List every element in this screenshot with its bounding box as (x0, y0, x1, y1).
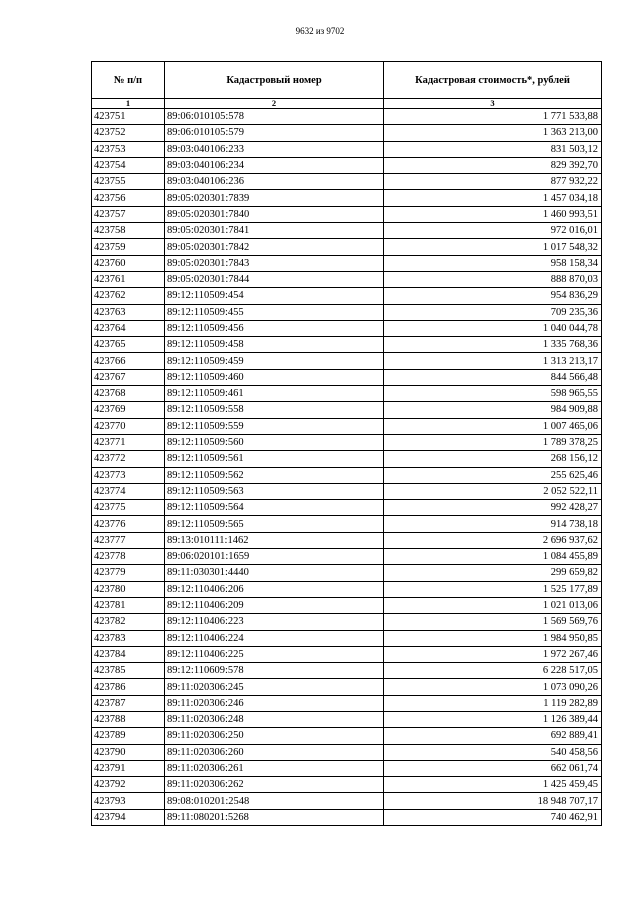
cadastral-number-cell: 89:12:110406:225 (165, 646, 384, 662)
column-index-1: 1 (92, 99, 165, 109)
cadastral-value-cell: 1 972 267,46 (384, 646, 602, 662)
row-number-cell: 423774 (92, 483, 165, 499)
column-header-cadastral-value: Кадастровая стоимость*, рублей (384, 62, 602, 99)
table-row (92, 353, 602, 369)
cadastral-value-cell: 1 040 044,78 (384, 320, 602, 336)
row-number-cell: 423785 (92, 663, 165, 679)
cadastral-value-cell: 268 156,12 (384, 451, 602, 467)
table-row (92, 744, 602, 760)
cadastral-number-cell: 89:11:080201:5268 (165, 809, 384, 825)
cadastral-number-cell: 89:12:110509:461 (165, 386, 384, 402)
cadastral-number-cell: 89:05:020301:7844 (165, 271, 384, 287)
cadastral-number-cell: 89:12:110406:209 (165, 597, 384, 613)
cadastral-value-cell: 692 889,41 (384, 728, 602, 744)
cadastral-value-cell: 958 158,34 (384, 255, 602, 271)
cadastral-value-cell: 844 566,48 (384, 369, 602, 385)
cadastral-value-cell: 1 525 177,89 (384, 581, 602, 597)
cadastral-value-cell: 299 659,82 (384, 565, 602, 581)
page-number-header: 9632 из 9702 (295, 26, 345, 36)
table-row (92, 271, 602, 287)
table-row (92, 190, 602, 206)
row-number-cell: 423767 (92, 369, 165, 385)
cadastral-value-cell: 6 228 517,05 (384, 663, 602, 679)
row-number-cell: 423752 (92, 125, 165, 141)
cadastral-number-cell: 89:06:020101:1659 (165, 549, 384, 565)
table-row (92, 532, 602, 548)
table-row (92, 711, 602, 727)
cadastral-value-cell: 888 870,03 (384, 271, 602, 287)
table-row (92, 386, 602, 402)
row-number-cell: 423762 (92, 288, 165, 304)
cadastral-number-cell: 89:12:110509:559 (165, 418, 384, 434)
row-number-cell: 423770 (92, 418, 165, 434)
cadastral-value-cell: 829 392,70 (384, 157, 602, 173)
cadastral-value-cell: 877 932,22 (384, 174, 602, 190)
table-row (92, 337, 602, 353)
cadastral-number-cell: 89:08:010201:2548 (165, 793, 384, 809)
row-number-cell: 423782 (92, 614, 165, 630)
column-index-3: 3 (384, 99, 602, 109)
cadastral-value-table (91, 61, 602, 826)
table-row (92, 760, 602, 776)
cadastral-number-cell: 89:12:110509:558 (165, 402, 384, 418)
table-row (92, 206, 602, 222)
cadastral-value-cell: 1 313 213,17 (384, 353, 602, 369)
cadastral-value-cell: 18 948 707,17 (384, 793, 602, 809)
table-row (92, 483, 602, 499)
cadastral-number-cell: 89:05:020301:7843 (165, 255, 384, 271)
row-number-cell: 423759 (92, 239, 165, 255)
table-row (92, 793, 602, 809)
row-number-cell: 423780 (92, 581, 165, 597)
cadastral-number-cell: 89:12:110509:454 (165, 288, 384, 304)
cadastral-number-cell: 89:13:010111:1462 (165, 532, 384, 548)
row-number-cell: 423792 (92, 777, 165, 793)
row-number-cell: 423789 (92, 728, 165, 744)
cadastral-value-cell: 2 696 937,62 (384, 532, 602, 548)
row-number-cell: 423784 (92, 646, 165, 662)
cadastral-value-cell: 1 789 378,25 (384, 434, 602, 450)
cadastral-number-cell: 89:12:110509:458 (165, 337, 384, 353)
table-row (92, 679, 602, 695)
cadastral-number-cell: 89:06:010105:578 (165, 109, 384, 125)
table-row (92, 288, 602, 304)
row-number-cell: 423771 (92, 434, 165, 450)
cadastral-value-cell: 1 017 548,32 (384, 239, 602, 255)
table-row (92, 174, 602, 190)
row-number-cell: 423781 (92, 597, 165, 613)
cadastral-value-cell: 914 738,18 (384, 516, 602, 532)
cadastral-value-cell: 984 909,88 (384, 402, 602, 418)
row-number-cell: 423779 (92, 565, 165, 581)
table-row (92, 809, 602, 825)
column-header-number: № п/п (92, 62, 165, 99)
row-number-cell: 423766 (92, 353, 165, 369)
cadastral-number-cell: 89:12:110509:456 (165, 320, 384, 336)
row-number-cell: 423783 (92, 630, 165, 646)
table-row (92, 451, 602, 467)
cadastral-number-cell: 89:12:110509:565 (165, 516, 384, 532)
cadastral-value-cell: 540 458,56 (384, 744, 602, 760)
cadastral-number-cell: 89:11:030301:4440 (165, 565, 384, 581)
cadastral-number-cell: 89:11:020306:245 (165, 679, 384, 695)
cadastral-value-cell: 1 007 465,06 (384, 418, 602, 434)
cadastral-number-cell: 89:06:010105:579 (165, 125, 384, 141)
cadastral-number-cell: 89:11:020306:246 (165, 695, 384, 711)
row-number-cell: 423794 (92, 809, 165, 825)
cadastral-value-cell: 1 335 768,36 (384, 337, 602, 353)
table-row (92, 320, 602, 336)
row-number-cell: 423765 (92, 337, 165, 353)
table-row (92, 255, 602, 271)
row-number-cell: 423755 (92, 174, 165, 190)
table-row (92, 581, 602, 597)
cadastral-value-cell: 992 428,27 (384, 500, 602, 516)
row-number-cell: 423791 (92, 760, 165, 776)
table-row (92, 728, 602, 744)
cadastral-number-cell: 89:12:110406:206 (165, 581, 384, 597)
row-number-cell: 423761 (92, 271, 165, 287)
row-number-cell: 423751 (92, 109, 165, 125)
cadastral-number-cell: 89:11:020306:260 (165, 744, 384, 760)
table-body (92, 109, 602, 826)
cadastral-number-cell: 89:12:110406:223 (165, 614, 384, 630)
row-number-cell: 423786 (92, 679, 165, 695)
cadastral-value-cell: 1 119 282,89 (384, 695, 602, 711)
row-number-cell: 423758 (92, 223, 165, 239)
cadastral-number-cell: 89:12:110509:460 (165, 369, 384, 385)
cadastral-number-cell: 89:11:020306:262 (165, 777, 384, 793)
row-number-cell: 423763 (92, 304, 165, 320)
table-row (92, 614, 602, 630)
row-number-cell: 423764 (92, 320, 165, 336)
row-number-cell: 423757 (92, 206, 165, 222)
cadastral-number-cell: 89:05:020301:7840 (165, 206, 384, 222)
cadastral-number-cell: 89:12:110509:561 (165, 451, 384, 467)
row-number-cell: 423773 (92, 467, 165, 483)
cadastral-value-cell: 972 016,01 (384, 223, 602, 239)
table-header-row (92, 62, 602, 99)
cadastral-value-cell: 1 073 090,26 (384, 679, 602, 695)
cadastral-number-cell: 89:03:040106:236 (165, 174, 384, 190)
row-number-cell: 423772 (92, 451, 165, 467)
cadastral-value-cell: 1 363 213,00 (384, 125, 602, 141)
row-number-cell: 423775 (92, 500, 165, 516)
cadastral-number-cell: 89:12:110509:563 (165, 483, 384, 499)
cadastral-value-cell: 1 457 034,18 (384, 190, 602, 206)
column-index-2: 2 (165, 99, 384, 109)
cadastral-value-cell: 1 984 950,85 (384, 630, 602, 646)
row-number-cell: 423754 (92, 157, 165, 173)
cadastral-value-cell: 662 061,74 (384, 760, 602, 776)
cadastral-value-cell: 1 021 013,06 (384, 597, 602, 613)
cadastral-value-cell: 831 503,12 (384, 141, 602, 157)
table-row (92, 516, 602, 532)
cadastral-value-cell: 709 235,36 (384, 304, 602, 320)
cadastral-value-cell: 598 965,55 (384, 386, 602, 402)
row-number-cell: 423793 (92, 793, 165, 809)
column-header-cadastral-number: Кадастровый номер (165, 62, 384, 99)
table-row (92, 695, 602, 711)
cadastral-value-cell: 1 460 993,51 (384, 206, 602, 222)
cadastral-value-cell: 954 836,29 (384, 288, 602, 304)
table-row (92, 434, 602, 450)
column-number-row (92, 99, 602, 109)
table-row (92, 157, 602, 173)
cadastral-number-cell: 89:12:110509:562 (165, 467, 384, 483)
row-number-cell: 423756 (92, 190, 165, 206)
row-number-cell: 423768 (92, 386, 165, 402)
row-number-cell: 423778 (92, 549, 165, 565)
cadastral-number-cell: 89:03:040106:233 (165, 141, 384, 157)
cadastral-value-cell: 2 052 522,11 (384, 483, 602, 499)
table-row (92, 663, 602, 679)
row-number-cell: 423769 (92, 402, 165, 418)
row-number-cell: 423790 (92, 744, 165, 760)
table-row (92, 565, 602, 581)
table-row (92, 109, 602, 125)
table-row (92, 467, 602, 483)
cadastral-value-cell: 1 126 389,44 (384, 711, 602, 727)
cadastral-number-cell: 89:12:110406:224 (165, 630, 384, 646)
cadastral-value-cell: 255 625,46 (384, 467, 602, 483)
table-row (92, 549, 602, 565)
table-row (92, 500, 602, 516)
row-number-cell: 423760 (92, 255, 165, 271)
cadastral-number-cell: 89:05:020301:7841 (165, 223, 384, 239)
row-number-cell: 423787 (92, 695, 165, 711)
cadastral-number-cell: 89:03:040106:234 (165, 157, 384, 173)
cadastral-number-cell: 89:05:020301:7839 (165, 190, 384, 206)
cadastral-number-cell: 89:12:110609:578 (165, 663, 384, 679)
cadastral-number-cell: 89:11:020306:261 (165, 760, 384, 776)
table-row (92, 223, 602, 239)
table-row (92, 369, 602, 385)
row-number-cell: 423777 (92, 532, 165, 548)
table-row (92, 646, 602, 662)
cadastral-number-cell: 89:12:110509:455 (165, 304, 384, 320)
table-row (92, 777, 602, 793)
cadastral-number-cell: 89:11:020306:250 (165, 728, 384, 744)
cadastral-value-cell: 1 771 533,88 (384, 109, 602, 125)
row-number-cell: 423753 (92, 141, 165, 157)
table-row (92, 597, 602, 613)
table-row (92, 141, 602, 157)
cadastral-value-cell: 1 084 455,89 (384, 549, 602, 565)
cadastral-number-cell: 89:12:110509:459 (165, 353, 384, 369)
cadastral-number-cell: 89:12:110509:560 (165, 434, 384, 450)
cadastral-number-cell: 89:12:110509:564 (165, 500, 384, 516)
cadastral-value-cell: 740 462,91 (384, 809, 602, 825)
table-row (92, 239, 602, 255)
table-row (92, 402, 602, 418)
cadastral-number-cell: 89:11:020306:248 (165, 711, 384, 727)
table-row (92, 630, 602, 646)
cadastral-value-cell: 1 425 459,45 (384, 777, 602, 793)
table-row (92, 125, 602, 141)
cadastral-number-cell: 89:05:020301:7842 (165, 239, 384, 255)
table-row (92, 304, 602, 320)
row-number-cell: 423776 (92, 516, 165, 532)
row-number-cell: 423788 (92, 711, 165, 727)
table-row (92, 418, 602, 434)
cadastral-value-cell: 1 569 569,76 (384, 614, 602, 630)
